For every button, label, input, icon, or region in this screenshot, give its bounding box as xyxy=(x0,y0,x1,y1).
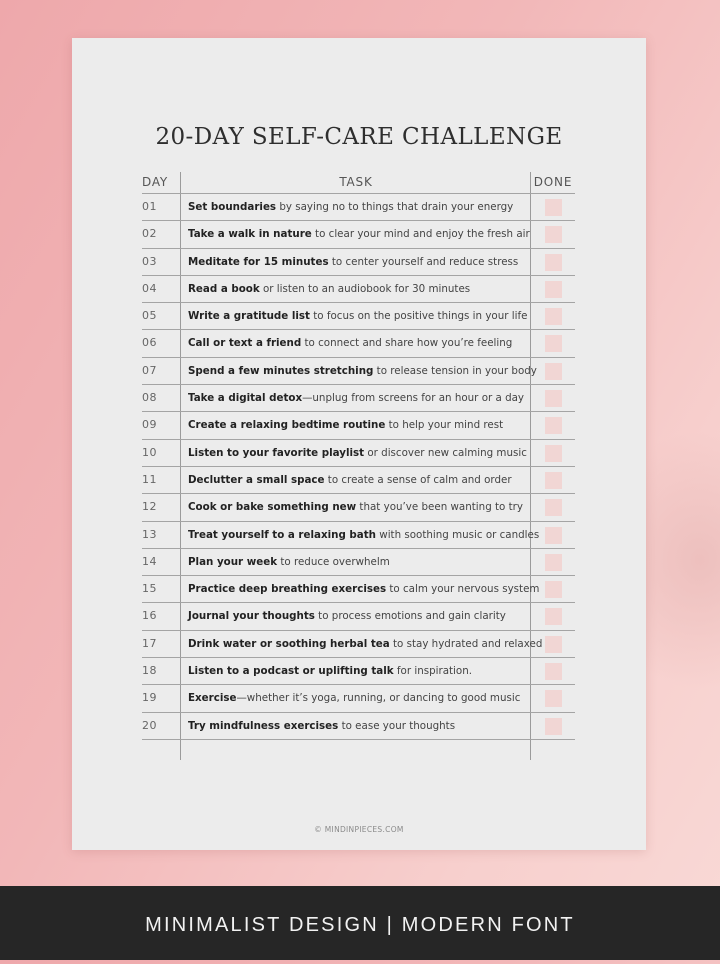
task-text xyxy=(188,412,503,438)
task-bold: Declutter a small space xyxy=(188,473,325,486)
task-bold: Create a relaxing bedtime routine xyxy=(188,419,386,432)
task-bold: Read a book xyxy=(188,282,260,295)
task-text xyxy=(188,549,390,575)
task-bold: Cook or bake something new xyxy=(188,501,357,514)
day-number: 02 xyxy=(142,227,157,241)
caption-banner xyxy=(0,886,720,960)
table-row xyxy=(142,713,575,740)
header-day: DAY xyxy=(142,175,169,189)
task-detail: or listen to an audiobook for 30 minutes xyxy=(259,282,471,295)
day-number: 01 xyxy=(142,200,157,213)
day-number: 16 xyxy=(142,609,157,623)
day-number: 09 xyxy=(142,418,157,432)
task-bold: Meditate for 15 minutes xyxy=(188,255,329,268)
done-checkbox[interactable] xyxy=(545,554,562,571)
day-number: 15 xyxy=(142,582,157,596)
task-text xyxy=(188,358,537,384)
done-checkbox[interactable] xyxy=(545,281,562,298)
table-row xyxy=(142,193,575,221)
day-number: 19 xyxy=(142,691,157,705)
done-checkbox[interactable] xyxy=(545,636,562,653)
done-checkbox[interactable] xyxy=(545,335,562,352)
task-text xyxy=(188,303,527,329)
day-number: 06 xyxy=(142,336,157,350)
task-text xyxy=(188,658,472,684)
table-row xyxy=(142,603,575,630)
done-checkbox[interactable] xyxy=(545,308,562,325)
task-bold: Spend a few minutes stretching xyxy=(188,364,374,377)
task-text xyxy=(188,713,455,739)
day-number: 10 xyxy=(142,445,157,459)
task-bold: Practice deep breathing exercises xyxy=(188,583,387,596)
table-row xyxy=(142,549,575,576)
table-row xyxy=(142,631,575,658)
task-text xyxy=(188,467,512,493)
table-row xyxy=(142,467,575,494)
table-row xyxy=(142,249,575,276)
table-row xyxy=(142,330,575,357)
table-row xyxy=(142,658,575,685)
task-detail: with soothing music or candles xyxy=(376,528,540,541)
task-detail: to create a sense of calm and order xyxy=(324,473,512,486)
day-number: 18 xyxy=(142,664,157,678)
task-bold: Set boundaries xyxy=(188,201,277,213)
task-text xyxy=(188,249,518,275)
task-text xyxy=(188,440,527,466)
task-detail: —unplug from screens for an hour or a day xyxy=(302,392,525,405)
task-bold: Drink water or soothing herbal tea xyxy=(188,637,390,650)
task-text xyxy=(188,576,539,602)
task-detail: to focus on the positive things in your life xyxy=(309,310,528,323)
task-text xyxy=(188,221,530,247)
task-bold: Take a walk in nature xyxy=(188,228,312,241)
task-bold: Treat yourself to a relaxing bath xyxy=(188,528,376,541)
table-row xyxy=(142,303,575,330)
done-checkbox[interactable] xyxy=(545,690,562,707)
page-title: 20-DAY SELF-CARE CHALLENGE xyxy=(155,124,563,150)
done-checkbox[interactable] xyxy=(545,390,562,407)
done-checkbox[interactable] xyxy=(545,254,562,271)
task-detail: by saying no to things that drain your energy xyxy=(276,201,514,213)
day-number: 04 xyxy=(142,281,157,295)
done-checkbox[interactable] xyxy=(545,581,562,598)
done-checkbox[interactable] xyxy=(545,608,562,625)
table-row xyxy=(142,576,575,603)
task-detail: to reduce overwhelm xyxy=(277,555,390,568)
header-task: TASK xyxy=(339,175,373,189)
task-text xyxy=(188,522,539,548)
done-checkbox[interactable] xyxy=(545,199,562,216)
header-done: DONE xyxy=(533,175,573,189)
task-table xyxy=(142,193,575,740)
task-detail: to process emotions and gain clarity xyxy=(314,610,506,623)
task-detail: to release tension in your body xyxy=(373,364,537,377)
done-checkbox[interactable] xyxy=(545,663,562,680)
task-bold: Write a gratitude list xyxy=(188,310,310,323)
table-row xyxy=(142,276,575,303)
task-detail: to clear your mind and enjoy the fresh air xyxy=(311,228,530,241)
task-bold: Listen to a podcast or uplifting talk xyxy=(188,665,394,678)
day-number: 03 xyxy=(142,254,157,268)
day-number: 20 xyxy=(142,718,157,732)
banner-text: MINIMALIST DESIGN | MODERN FONT xyxy=(145,914,575,936)
done-checkbox[interactable] xyxy=(545,417,562,434)
task-bold: Take a digital detox xyxy=(188,392,303,405)
day-number: 05 xyxy=(142,309,157,323)
task-detail: to help your mind rest xyxy=(385,419,504,432)
day-number: 13 xyxy=(142,527,157,541)
done-checkbox[interactable] xyxy=(545,718,562,735)
day-number: 07 xyxy=(142,363,157,377)
task-detail: to center yourself and reduce stress xyxy=(328,255,519,268)
task-detail: —whether it’s yoga, running, or dancing to good music xyxy=(236,692,521,705)
day-number: 14 xyxy=(142,554,157,568)
task-bold: Exercise xyxy=(188,692,237,705)
done-checkbox[interactable] xyxy=(545,445,562,462)
task-detail: to ease your thoughts xyxy=(338,719,456,732)
done-checkbox[interactable] xyxy=(545,527,562,544)
task-text xyxy=(188,494,523,520)
task-detail: that you’ve been wanting to try xyxy=(356,501,523,514)
checklist-sheet xyxy=(72,38,646,850)
task-bold: Try mindfulness exercises xyxy=(188,719,339,732)
task-text xyxy=(188,194,513,220)
task-text xyxy=(188,631,542,657)
task-text xyxy=(188,330,512,356)
task-text xyxy=(188,685,520,711)
table-row xyxy=(142,522,575,549)
task-detail: to connect and share how you’re feeling xyxy=(301,337,513,350)
task-bold: Plan your week xyxy=(188,555,278,568)
task-detail: for inspiration. xyxy=(393,665,473,678)
task-detail: or discover new calming music xyxy=(364,446,527,459)
task-text xyxy=(188,603,506,629)
task-detail: to calm your nervous system xyxy=(386,583,540,596)
done-checkbox[interactable] xyxy=(545,363,562,380)
table-row xyxy=(142,440,575,467)
done-checkbox[interactable] xyxy=(545,226,562,243)
day-number: 08 xyxy=(142,391,157,405)
task-text xyxy=(188,385,524,411)
table-row xyxy=(142,412,575,439)
task-bold: Call or text a friend xyxy=(188,337,302,350)
day-number: 12 xyxy=(142,500,157,514)
task-detail: to stay hydrated and relaxed xyxy=(389,637,543,650)
done-checkbox[interactable] xyxy=(545,499,562,516)
day-number: 17 xyxy=(142,636,157,650)
task-bold: Journal your thoughts xyxy=(188,610,315,623)
table-row xyxy=(142,358,575,385)
done-checkbox[interactable] xyxy=(545,472,562,489)
task-text xyxy=(188,276,470,302)
day-number: 11 xyxy=(142,472,157,486)
table-row xyxy=(142,494,575,521)
site-credit: © MINDINPIECES.COM xyxy=(314,825,404,834)
task-bold: Listen to your favorite playlist xyxy=(188,446,365,459)
table-row xyxy=(142,685,575,712)
table-row xyxy=(142,221,575,248)
table-row xyxy=(142,385,575,412)
